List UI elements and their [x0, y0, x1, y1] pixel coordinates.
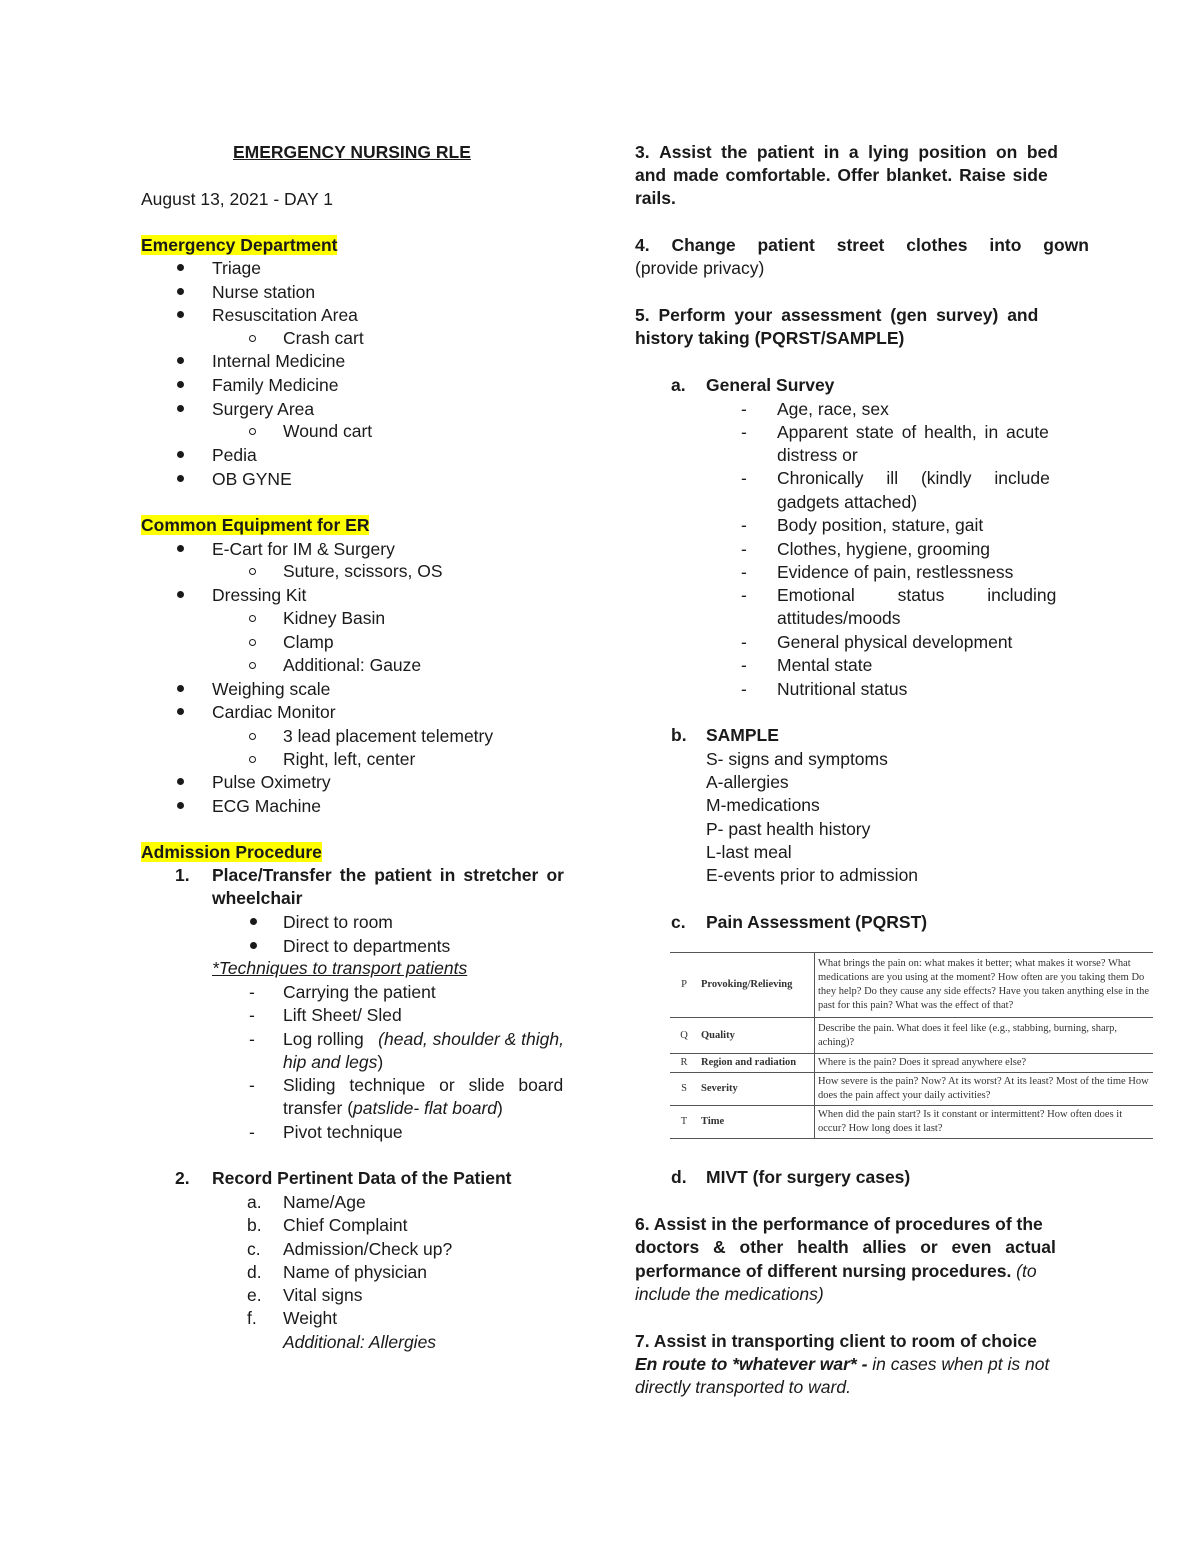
circle-bullet-icon: [249, 662, 256, 669]
list-item: Pivot technique: [283, 1122, 403, 1142]
list-item: Clothes, hygiene, grooming: [777, 539, 991, 559]
bullet-icon: [177, 475, 184, 482]
table-cell-name: Quality: [698, 1018, 815, 1054]
step-number: 1.: [175, 865, 190, 885]
step-text: history taking (PQRST/SAMPLE): [635, 328, 905, 348]
table-row: [670, 1073, 1153, 1106]
dash-icon: -: [249, 1122, 255, 1142]
step-text: En route to *whatever war* - in cases when pt is not: [635, 1354, 1050, 1374]
list-letter: c.: [247, 1239, 261, 1259]
step-text: 7. Assist in transporting client to room of choice: [635, 1331, 1037, 1351]
step-text: wheelchair: [212, 888, 303, 908]
table-cell-letter: R: [670, 1054, 698, 1073]
sub-title: Pain Assessment (PQRST): [706, 912, 928, 932]
bullet-icon: [177, 288, 184, 295]
circle-bullet-icon: [249, 568, 256, 575]
document-title: EMERGENCY NURSING RLE: [233, 142, 471, 162]
list-item: M-medications: [706, 795, 820, 815]
step-number: 2.: [175, 1168, 190, 1188]
list-letter: f.: [247, 1308, 257, 1328]
step-text: 5. Perform your assessment (gen survey) and: [635, 305, 1039, 325]
list-letter: a.: [247, 1192, 262, 1212]
list-item-continuation: attitudes/moods: [777, 608, 901, 628]
table-row: [670, 1018, 1153, 1054]
list-item: Triage: [212, 258, 261, 278]
list-item: 3 lead placement telemetry: [283, 726, 494, 746]
dash-icon: -: [249, 982, 255, 1002]
step-text: (provide privacy): [635, 258, 765, 278]
step-text: 6. Assist in the performance of procedures of the: [635, 1214, 1043, 1234]
bullet-icon: [177, 451, 184, 458]
list-item: L-last meal: [706, 842, 792, 862]
section-heading-emergency-department: Emergency Department: [141, 235, 338, 255]
dash-icon: -: [741, 539, 747, 559]
list-item: Weight: [283, 1308, 338, 1328]
list-item: Name of physician: [283, 1262, 427, 1282]
bullet-icon: [177, 802, 184, 809]
circle-bullet-icon: [249, 335, 256, 342]
list-letter: e.: [247, 1285, 262, 1305]
list-item: Emotional status including: [777, 585, 1057, 605]
list-item: Family Medicine: [212, 375, 339, 395]
step-text: 3. Assist the patient in a lying position on bed: [635, 142, 1058, 162]
table-cell-desc: Describe the pain. What does it feel like (e.g., stabbing, burning, sharp, aching)?: [815, 1018, 1154, 1054]
list-item: Surgery Area: [212, 399, 315, 419]
dash-icon: -: [741, 585, 747, 605]
additional-note: Additional: Allergies: [283, 1332, 437, 1352]
bullet-icon: [177, 778, 184, 785]
list-letter: d.: [247, 1262, 262, 1282]
list-item: Clamp: [283, 632, 334, 652]
dash-icon: -: [741, 679, 747, 699]
table-row: [670, 1106, 1153, 1139]
step-text: directly transported to ward.: [635, 1377, 851, 1397]
list-item: Carrying the patient: [283, 982, 436, 1002]
sub-title: SAMPLE: [706, 725, 779, 745]
list-item: Mental state: [777, 655, 873, 675]
list-item: P- past health history: [706, 819, 871, 839]
list-item: Weighing scale: [212, 679, 331, 699]
bullet-icon: [177, 545, 184, 552]
list-item: Apparent state of health, in acute: [777, 422, 1049, 442]
list-item: Chronically ill (kindly include: [777, 468, 1050, 488]
list-item: Wound cart: [283, 421, 373, 441]
table-cell-letter: P: [670, 953, 698, 1018]
section-heading-admission-procedure: Admission Procedure: [141, 842, 322, 862]
list-item: Admission/Check up?: [283, 1239, 453, 1259]
list-item: E-Cart for IM & Surgery: [212, 539, 395, 559]
list-item: Suture, scissors, OS: [283, 561, 443, 581]
step-text: Record Pertinent Data of the Patient: [212, 1168, 512, 1188]
list-item-continuation: distress or: [777, 445, 858, 465]
sub-title: General Survey: [706, 375, 835, 395]
list-item: Sliding technique or slide board: [283, 1075, 564, 1095]
list-item: Crash cart: [283, 328, 364, 348]
bullet-icon: [177, 311, 184, 318]
list-item: Direct to departments: [283, 936, 451, 956]
table-cell-name: Severity: [698, 1073, 815, 1106]
list-item: Kidney Basin: [283, 608, 386, 628]
list-item: Pulse Oximetry: [212, 772, 331, 792]
list-item-continuation: transfer (patslide- flat board): [283, 1098, 503, 1118]
table-cell-letter: T: [670, 1106, 698, 1139]
section-heading-common-equipment: Common Equipment for ER: [141, 515, 370, 535]
table-row: [670, 1054, 1153, 1073]
list-item: ECG Machine: [212, 796, 321, 816]
circle-bullet-icon: [249, 733, 256, 740]
bullet-icon: [177, 685, 184, 692]
step-text: doctors & other health allies or even actual: [635, 1237, 1056, 1257]
list-item: S- signs and symptoms: [706, 749, 888, 769]
circle-bullet-icon: [249, 756, 256, 763]
circle-bullet-icon: [249, 428, 256, 435]
step-text: and made comfortable. Offer blanket. Raise side: [635, 165, 1048, 185]
bullet-icon: [177, 381, 184, 388]
list-item: A-allergies: [706, 772, 789, 792]
step-text: include the medications): [635, 1284, 824, 1304]
dash-icon: -: [741, 422, 747, 442]
list-item-continuation: gadgets attached): [777, 492, 918, 512]
dash-icon: -: [741, 399, 747, 419]
bullet-icon: [177, 405, 184, 412]
bullet-icon: [177, 591, 184, 598]
list-item: Nurse station: [212, 282, 316, 302]
step-text: rails.: [635, 188, 676, 208]
pqrst-table: [670, 952, 1153, 1139]
list-item: Log rolling (head, shoulder & thigh,: [283, 1029, 564, 1049]
table-cell-letter: Q: [670, 1018, 698, 1054]
table-cell-name: Provoking/Relieving: [698, 953, 815, 1018]
list-letter: b.: [247, 1215, 262, 1235]
list-item: Age, race, sex: [777, 399, 889, 419]
dash-icon: -: [249, 1029, 255, 1049]
dash-icon: -: [741, 655, 747, 675]
bullet-icon: [250, 942, 257, 949]
table-cell-name: Time: [698, 1106, 815, 1139]
dash-icon: -: [741, 632, 747, 652]
list-item: Direct to room: [283, 912, 393, 932]
sub-letter: b.: [671, 725, 687, 745]
list-item: Dressing Kit: [212, 585, 307, 605]
list-item: Body position, stature, gait: [777, 515, 984, 535]
dash-icon: -: [249, 1005, 255, 1025]
bullet-icon: [177, 357, 184, 364]
circle-bullet-icon: [249, 639, 256, 646]
list-item: Resuscitation Area: [212, 305, 358, 325]
list-item: Pedia: [212, 445, 257, 465]
sub-letter: d.: [671, 1167, 687, 1187]
list-item: Evidence of pain, restlessness: [777, 562, 1014, 582]
circle-bullet-icon: [249, 615, 256, 622]
table-row: [670, 953, 1153, 1018]
list-item: OB GYNE: [212, 469, 292, 489]
list-item: Right, left, center: [283, 749, 416, 769]
table-cell-desc: How severe is the pain? Now? At its worst? At its least? Most of the time How does the pain affect your daily activities?: [815, 1073, 1154, 1106]
sub-letter: c.: [671, 912, 686, 932]
bullet-icon: [250, 918, 257, 925]
list-item: Name/Age: [283, 1192, 366, 1212]
table-cell-desc: Where is the pain? Does it spread anywhere else?: [815, 1054, 1154, 1073]
list-item: Nutritional status: [777, 679, 908, 699]
bullet-icon: [177, 708, 184, 715]
list-item: E-events prior to admission: [706, 865, 919, 885]
step-text: performance of different nursing procedures. (to: [635, 1261, 1037, 1281]
list-item: Vital signs: [283, 1285, 363, 1305]
bullet-icon: [177, 264, 184, 271]
table-cell-desc: When did the pain start? Is it constant or intermittent? How often does it occur? How long does it last?: [815, 1106, 1154, 1139]
dash-icon: -: [741, 515, 747, 535]
table-cell-letter: S: [670, 1073, 698, 1106]
list-item-continuation: hip and legs): [283, 1052, 384, 1072]
list-item: Internal Medicine: [212, 351, 346, 371]
dash-icon: -: [249, 1075, 255, 1095]
step-text: Place/Transfer the patient in stretcher or: [212, 865, 564, 885]
table-cell-desc: What brings the pain on: what makes it better; what makes it worse? What medications are you using at the moment? How often are you taking them Do they help? Do they cause any side effects? Have you taken anything else in the past for this pain? What was the effect of that?: [815, 953, 1154, 1018]
document-date: August 13, 2021 - DAY 1: [141, 189, 333, 209]
table-cell-name: Region and radiation: [698, 1054, 815, 1073]
step-text: 4. Change patient street clothes into gown: [635, 235, 1089, 255]
dash-icon: -: [741, 468, 747, 488]
list-item: General physical development: [777, 632, 1013, 652]
list-item: Lift Sheet/ Sled: [283, 1005, 402, 1025]
list-item: Cardiac Monitor: [212, 702, 336, 722]
sub-letter: a.: [671, 375, 686, 395]
techniques-heading: *Techniques to transport patients: [212, 958, 468, 978]
list-item: Chief Complaint: [283, 1215, 408, 1235]
sub-title: MIVT (for surgery cases): [706, 1167, 911, 1187]
list-item: Additional: Gauze: [283, 655, 422, 675]
dash-icon: -: [741, 562, 747, 582]
